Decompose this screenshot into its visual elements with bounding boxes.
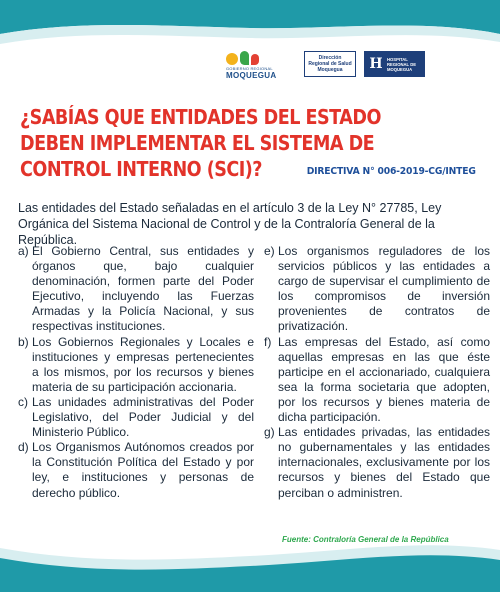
entity-list-left: [18, 244, 254, 501]
hospital-label: HOSPITAL REGIONAL DE MOQUEGUA: [387, 56, 417, 72]
list-item-text: Las unidades administrativas del Poder Legislativo, del Poder Judicial y del Ministerio Público.: [32, 394, 254, 440]
list-item: [18, 244, 254, 335]
list-item-letter: g): [264, 425, 275, 440]
entity-list-right: [264, 244, 490, 501]
list-item-letter: c): [18, 394, 28, 409]
list-item: [264, 335, 490, 426]
list-item-text: Los Organismos Autónomos creados por la Constitución Política del Estado y por ley, e instituciones y personas de derecho público.: [32, 440, 254, 500]
hospital-logo: [364, 51, 425, 77]
moquegua-emblem-icon: [226, 49, 259, 65]
list-item-text: Los Gobiernos Regionales y Locales e instituciones y empresas pertenecientes a los mismos, por los recursos y bienes materia de su participación accionaria.: [32, 334, 254, 394]
direccion-regional-logo: [304, 51, 356, 77]
list-item-text: Los organismos reguladores de los servicios públicos y las entidades a cargo de supervisar el cumplimiento de los compromisos de inversión provenientes de contratos de privatización.: [278, 244, 490, 334]
list-item-letter: a): [18, 244, 29, 258]
moquegua-logo: [226, 49, 296, 80]
direccion-regional-label: Dirección Regional de Salud Moquegua: [308, 55, 352, 73]
intro-paragraph: Las entidades del Estado señaladas en el artículo 3 de la Ley N° 27785, Ley Orgánica del Sistema Nacional de Control y de la Contraloría General de la República.: [18, 201, 442, 247]
list-item-letter: d): [18, 440, 29, 455]
source-credit: Fuente: Contraloría General de la República: [282, 535, 449, 544]
hospital-mark-icon: H: [369, 56, 383, 72]
list-item-letter: b): [18, 334, 29, 349]
moquegua-name: MOQUEGUA: [226, 70, 277, 80]
moquegua-tagline: GOBIERNO REGIONAL: [226, 65, 273, 71]
page-title: ¿SABÍAS QUE ENTIDADES DEL ESTADO DEBEN IMPLEMENTAR EL SISTEMA DE CONTROL INTERNO (SCI)?: [20, 105, 381, 181]
directive-reference: DIRECTIVA N° 006-2019-CG/INTEG: [306, 166, 476, 177]
list-item: [18, 395, 254, 440]
list-item: [18, 440, 254, 500]
header-logos: [226, 48, 425, 80]
bottom-wave-decoration: [0, 530, 500, 592]
list-item: [264, 244, 490, 335]
list-item-letter: e): [264, 244, 275, 258]
list-item-letter: f): [264, 334, 272, 349]
list-item-text: Las empresas del Estado, así como aquellas empresas en las que éste participe en el accionariado, cualquiera sea la forma societaria que adopten, por los recursos y bienes materia de dicha participación.: [278, 334, 490, 425]
list-item: [18, 335, 254, 395]
list-item: [264, 425, 490, 500]
list-item-text: Las entidades privadas, las entidades no gubernamentales y las entidades internacionales, exclusivamente por los recursos y bienes del Estado que perciban o administren.: [278, 425, 490, 500]
list-item-text: El Gobierno Central, sus entidades y órganos que, bajo cualquier denominación, formen parte del Poder Ejecutivo, incluyendo las Fuerzas Armadas y la Policía Nacional, y sus respectivas instituciones.: [32, 244, 254, 334]
